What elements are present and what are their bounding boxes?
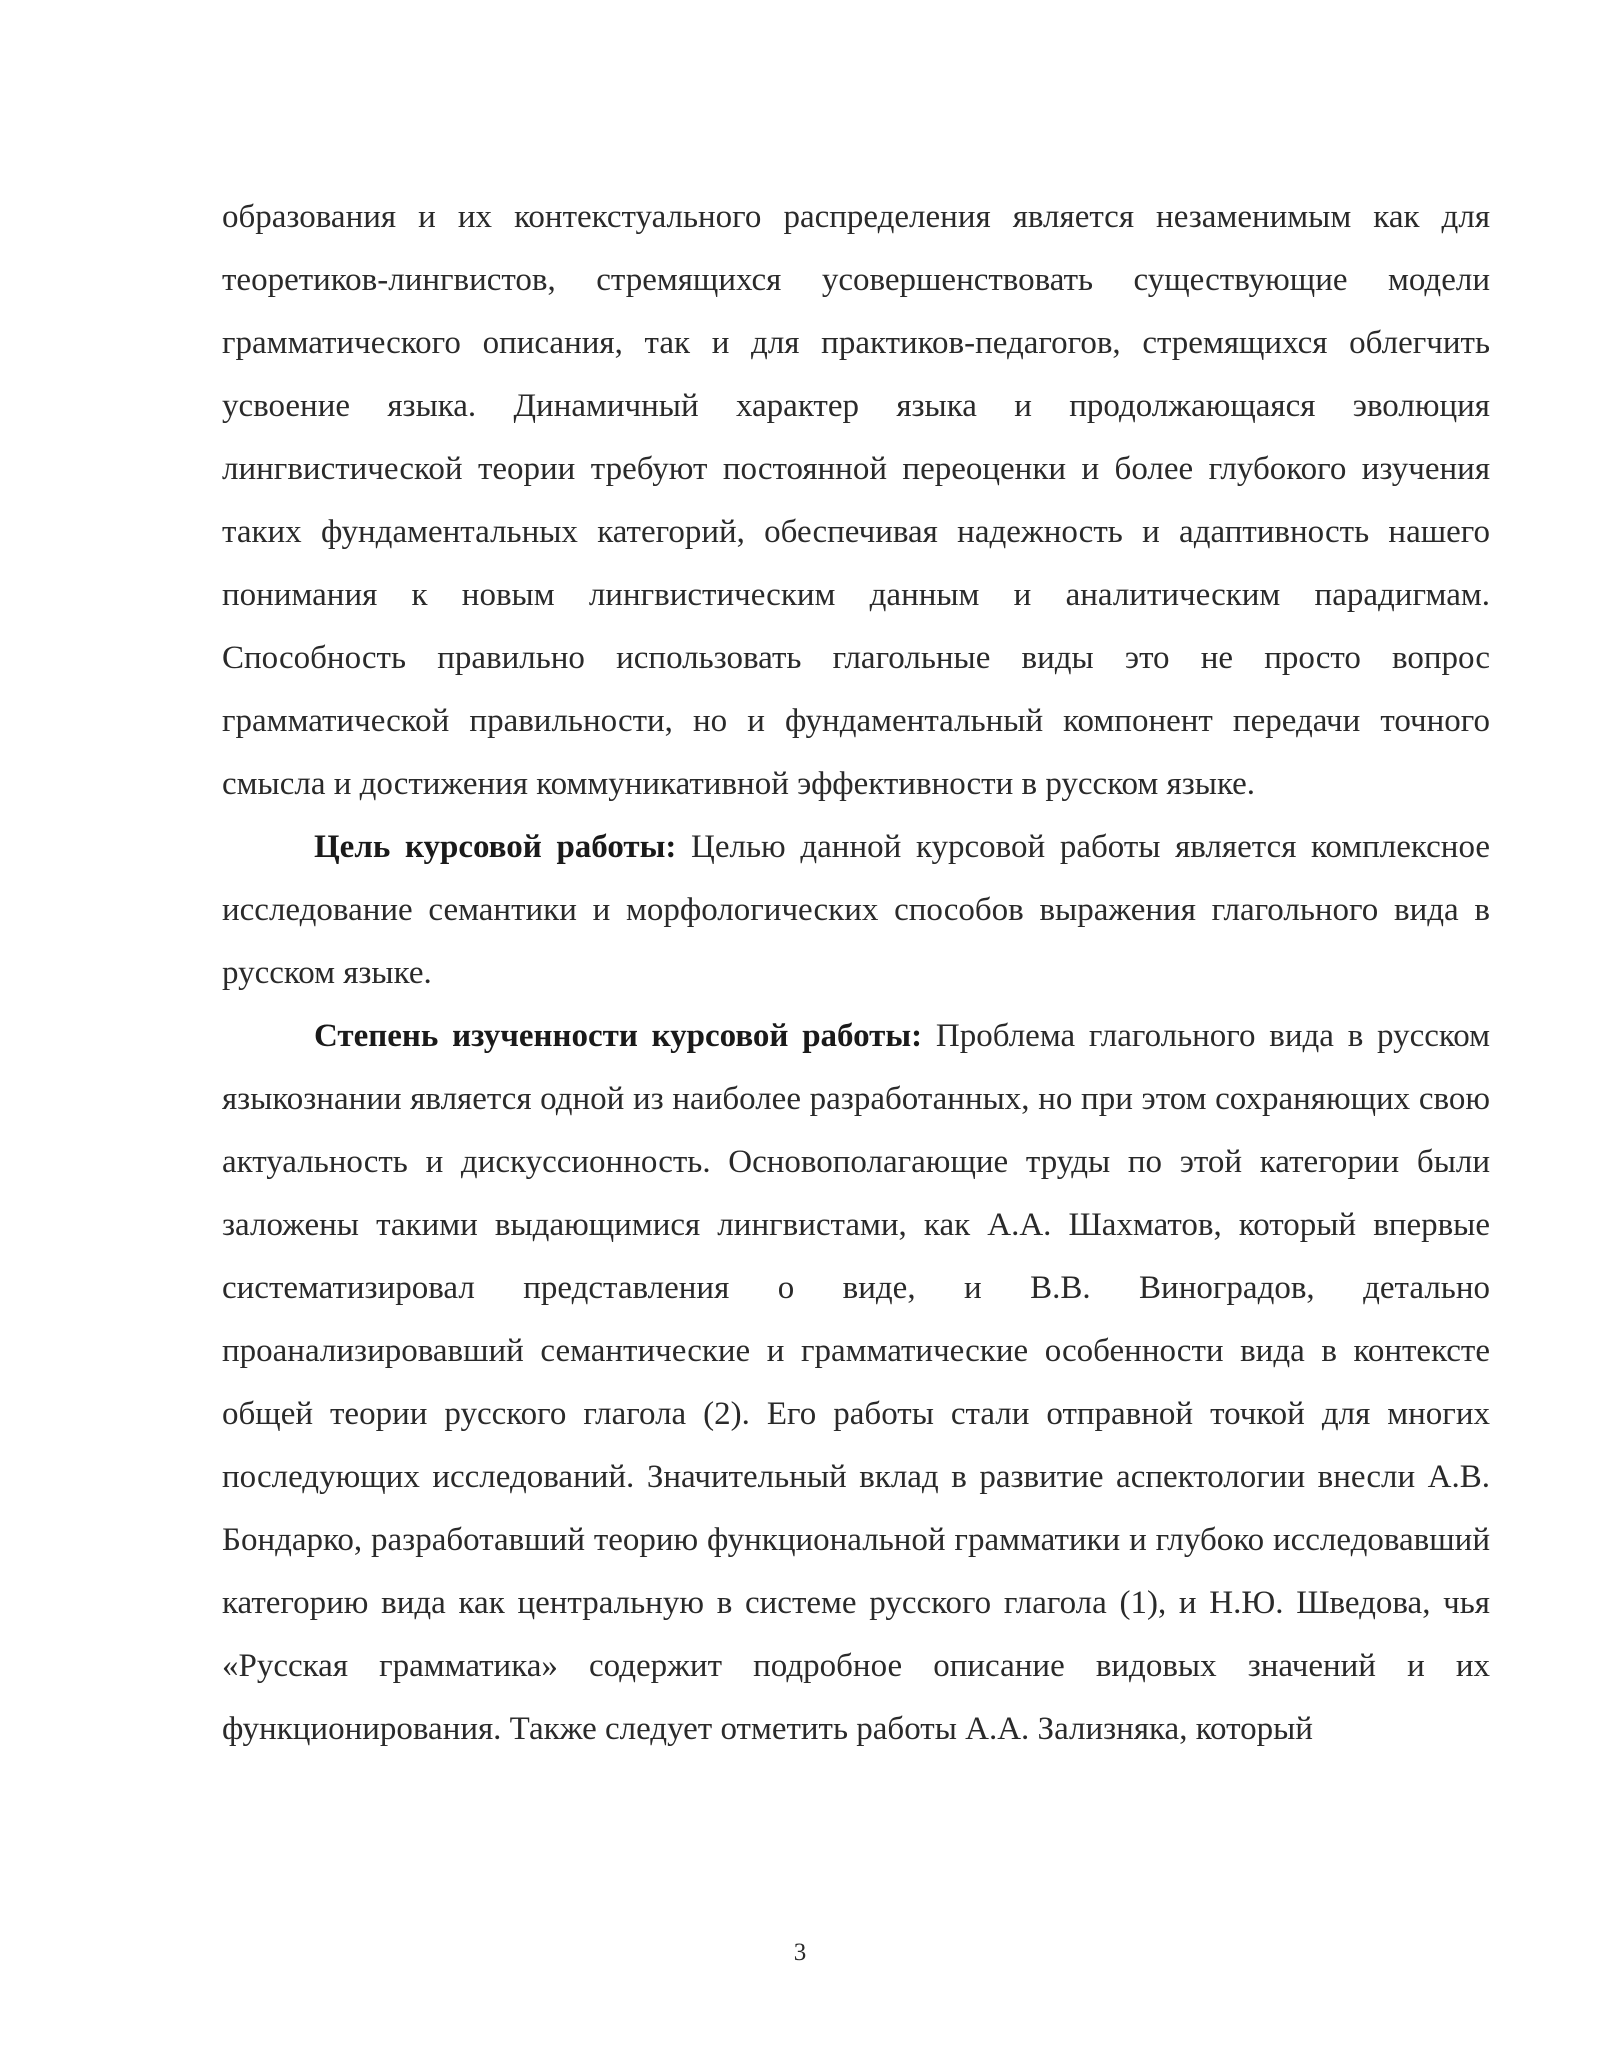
study-degree-label: Степень изученности курсовой работы: bbox=[314, 1018, 923, 1054]
paragraph-study-degree bbox=[222, 1005, 1490, 1761]
goal-label: Цель курсовой работы: bbox=[314, 829, 677, 865]
paragraph-goal bbox=[222, 816, 1490, 1005]
page-number: 3 bbox=[793, 1939, 807, 1966]
study-degree-text: Проблема глагольного вида в русском языкознании является одной из наиболее разработанных, но при этом сохраняющих свою актуальность и дискуссионность. Основополагающие труды по этой категории были заложены такими выдающимися лингвистами, как А.А. Шахматов, который впервые систематизировал представления о виде, и В.В. Виноградов, детально проанализировавший семантические и грамматические особенности вида в контексте общей теории русского глагола (2). Его работы стали отправной точкой для многих последующих исследований. Значительный вклад в развитие аспектологии внесли А.В. Бондарко, разработавший теорию функциональной грамматики и глубоко исследовавший категорию вида как центральную в системе русского глагола (1), и Н.Ю. Шведова, чья «Русская грамматика» содержит подробное описание видовых значений и их функционирования. Также следует отметить работы А.А. Зализняка, который bbox=[222, 1018, 1490, 1747]
goal-text: Целью данной курсовой работы является комплексное исследование семантики и морфологических способов выражения глагольного вида в русском языке. bbox=[222, 829, 1490, 991]
body-text bbox=[222, 186, 1490, 1761]
paragraph-continuation: образования и их контекстуального распределения является незаменимым как для теоретиков-лингвистов, стремящихся усовершенствовать существующие модели грамматического описания, так и для практиков-педагогов, стремящихся облегчить усвоение языка. Динамичный характер языка и продолжающаяся эволюция лингвистической теории требуют постоянной переоценки и более глубокого изучения таких фундаментальных категорий, обеспечивая надежность и адаптивность нашего понимания к новым лингвистическим данным и аналитическим парадигмам. Способность правильно использовать глагольные виды это не просто вопрос грамматической правильности, но и фундаментальный компонент передачи точного смысла и достижения коммуникативной эффективности в русском языке. bbox=[222, 199, 1490, 802]
